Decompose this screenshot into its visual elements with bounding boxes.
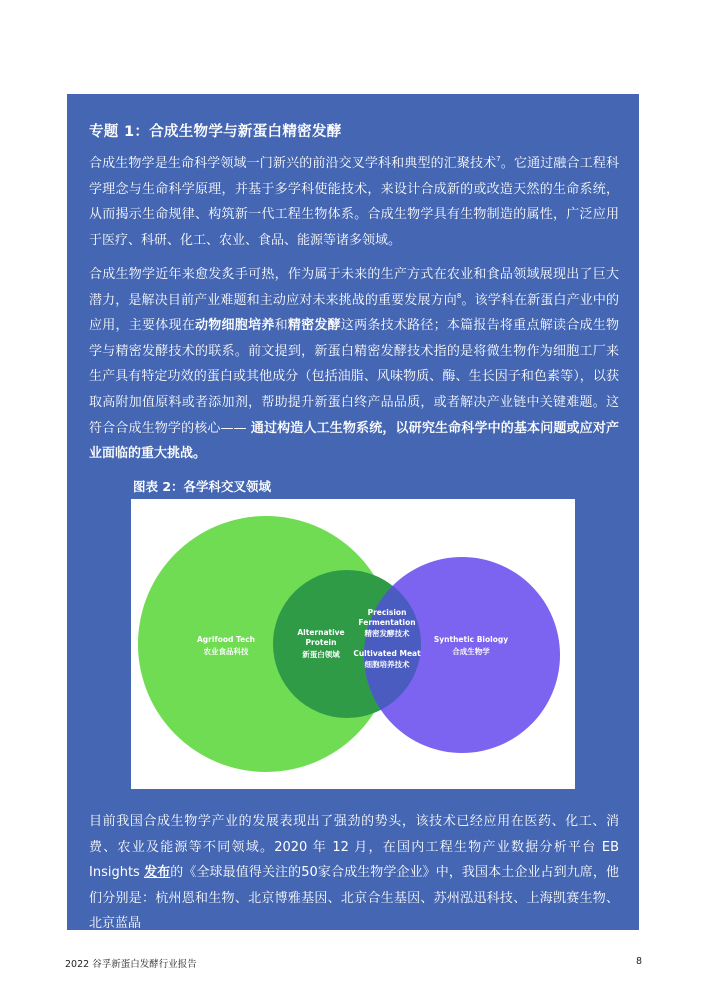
paragraph-industry bbox=[89, 809, 619, 937]
para2-text-d: 这两条技术路径；本篇报告将重点解读合成生物学与精密发酵技术的联系。前文提到，新蛋白精密发酵技术指的是将微生物作为细胞工厂来生产具有特定功效的蛋白或其他成分（包括油脂、风味物质、酶、生长因子和色素等），以获取高附加值原料或者添加剂，帮助提升新蛋白终产品品质，或者解决产业链中关键难题。这符合合成生物学的核心—— bbox=[89, 318, 619, 436]
venn-diagram bbox=[131, 499, 575, 789]
page-number: 8 bbox=[636, 956, 643, 967]
para2-text-a: 合成生物学近年来愈发炙手可热，作为属于未来的生产方式在农业和食品领域展现出了巨大潜力，是解决目前产业难题和主动应对未来挑战的重要发展方向 bbox=[89, 267, 619, 308]
para2-bold-core: 通过构造人工生物系统，以研究生命科学中的基本问题或应对产业面临的重大挑战。 bbox=[89, 420, 619, 462]
synbio-label-zh: 合成生物学 bbox=[452, 647, 490, 656]
footer-report-title: 2022 谷孚新蛋白发酵行业报告 bbox=[65, 959, 197, 970]
publish-link[interactable]: 发布 bbox=[144, 865, 171, 881]
para2-bold-precision-fermentation: 精密发酵 bbox=[287, 318, 341, 334]
alt-protein-label-zh: 新蛋白领域 bbox=[302, 650, 340, 659]
para1-text-b: 。它通过融合工程科学理念与生命科学原理，并基于多学科使能技术，来设计合成新的或改造天然的生命系统，从而揭示生命规律、构筑新一代工程生物体系。合成生物学具有生物制造的属性，广泛应用于医疗、科研、化工、农业、食品、能源等诸多领域。 bbox=[89, 156, 619, 248]
precision-label-en-2: Fermentation bbox=[358, 618, 416, 627]
precision-label-en-1: Precision bbox=[367, 608, 407, 617]
agrifood-label-zh: 农业食品科技 bbox=[203, 647, 249, 656]
venn-svg bbox=[131, 499, 575, 789]
para2-text-b: 。该学科在新蛋白产业中的应用，主要体现在 bbox=[89, 292, 619, 334]
paragraph-intro bbox=[89, 151, 619, 253]
synbio-label-en: Synthetic Biology bbox=[433, 635, 509, 644]
footnote-ref-8[interactable]: 8 bbox=[456, 291, 462, 300]
para3-text-b: 的《全球最值得关注的50家合成生物学企业》中，我国本土企业占到九席，他们分别是：杭州恩和生物、北京博雅基因、北京合生基因、苏州泓迅科技、上海凯赛生物、北京蓝晶 bbox=[89, 865, 620, 932]
para2-bold-cell-culture: 动物细胞培养 bbox=[195, 318, 275, 334]
footnote-ref-7[interactable]: 7 bbox=[496, 155, 501, 163]
cultivated-label-zh: 细胞培养技术 bbox=[364, 660, 410, 669]
section-title: 专题 1：合成生物学与新蛋白精密发酵 bbox=[89, 124, 342, 140]
paragraph-applications bbox=[89, 262, 619, 467]
para3-text-a: 目前我国合成生物学产业的发展表现出了强劲的势头，该技术已经应用在医药、化工、消费、农业及能源等不同领域。2020 年 12 月，在国内工程生物产业数据分析平台 EB Insights bbox=[89, 814, 619, 881]
precision-label-zh: 精密发酵技术 bbox=[364, 629, 410, 638]
cultivated-label-en: Cultivated Meat bbox=[353, 649, 421, 658]
alt-protein-label-en-1: Alternative bbox=[297, 628, 345, 637]
figure-caption: 图表 2：各学科交叉领域 bbox=[133, 479, 272, 494]
alt-protein-label-en-2: Protein bbox=[305, 638, 337, 647]
para2-text-c: 和 bbox=[274, 318, 288, 334]
topic-panel bbox=[67, 94, 639, 930]
para1-text-a: 合成生物学是生命科学领域一门新兴的前沿交叉学科和典型的汇聚技术 bbox=[89, 156, 497, 171]
agrifood-label-en: Agrifood Tech bbox=[197, 635, 255, 644]
